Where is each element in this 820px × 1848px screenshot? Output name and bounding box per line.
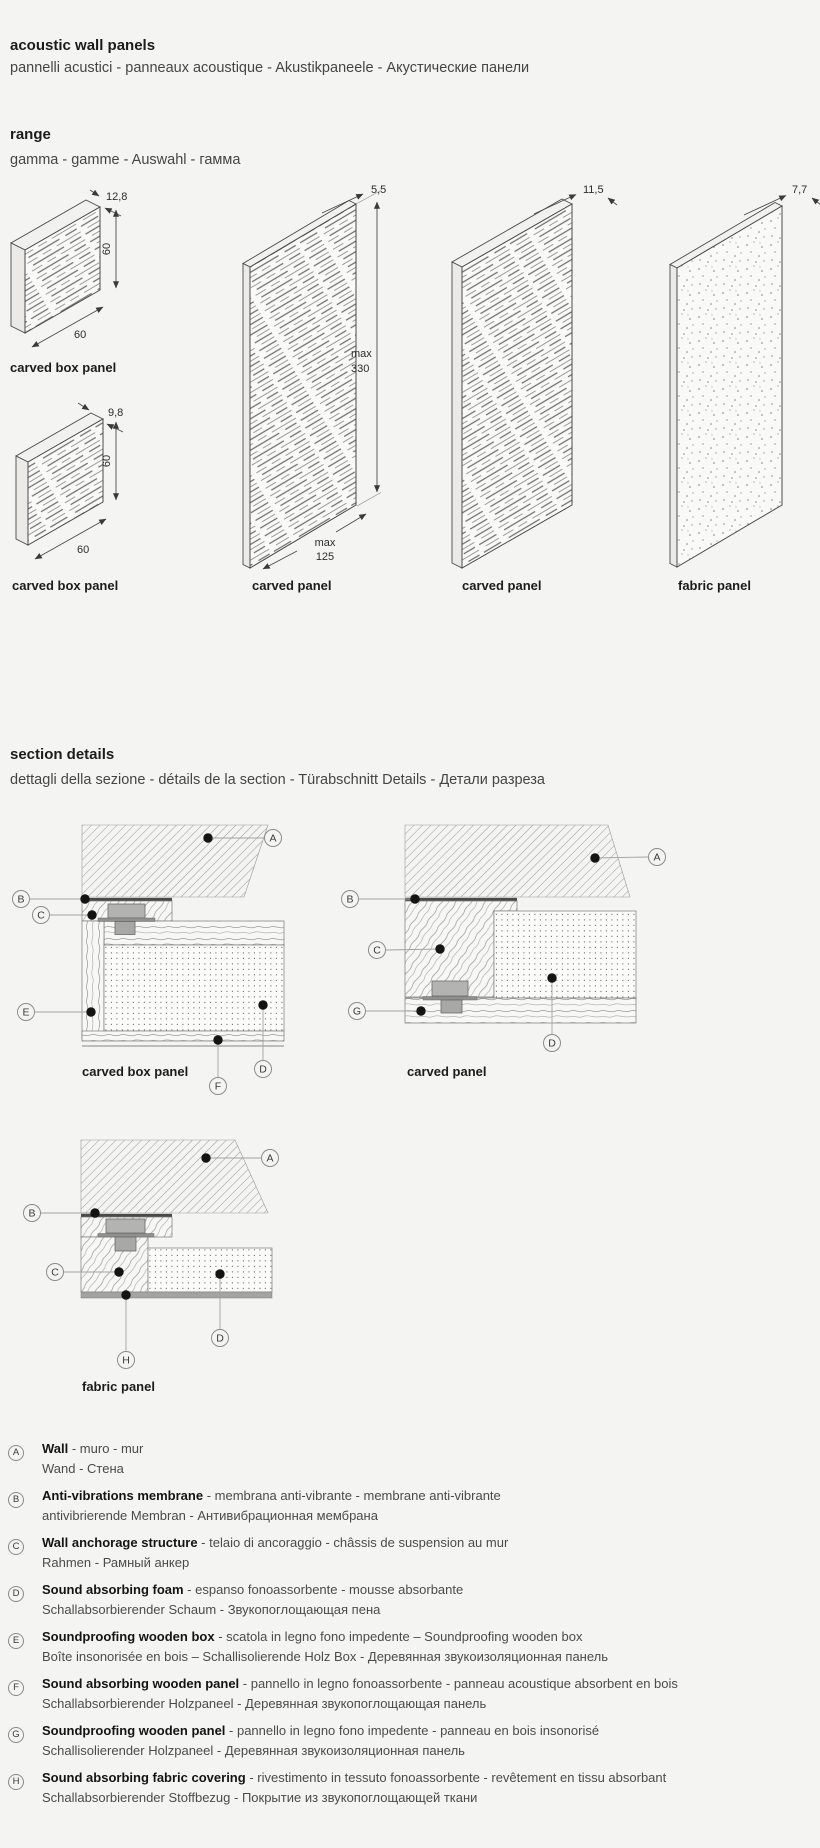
- legend-letter-badge: B: [8, 1492, 24, 1508]
- callout-letter: C: [37, 909, 45, 922]
- diagram-carved-box-panel: [13, 825, 285, 1095]
- legend-letter-badge: E: [8, 1633, 24, 1649]
- dim-height: 60: [101, 242, 113, 256]
- callout-letter: A: [269, 832, 277, 845]
- legend-row-absorbing-panel: [0, 1678, 820, 1724]
- legend-term: Wall: [42, 1441, 69, 1456]
- legend-row-fabric-covering: [0, 1772, 820, 1818]
- legend-term: Sound absorbing fabric covering: [42, 1770, 246, 1785]
- legend-row-anchorage: [0, 1537, 820, 1583]
- legend-row-wall: [0, 1443, 820, 1489]
- legend-term: Sound absorbing foam: [42, 1582, 184, 1597]
- callout-letter: A: [653, 851, 661, 864]
- dim-width: 60: [74, 329, 87, 341]
- foam-region: [104, 945, 284, 1031]
- panel-front-face: [250, 204, 356, 568]
- legend-term: Soundproofing wooden box: [42, 1629, 215, 1644]
- callout-b: [13, 891, 90, 908]
- range-label-carved-tall: carved panel: [252, 578, 332, 593]
- range-label-carved-2: carved panel: [462, 578, 542, 593]
- legend-line2: Schallabsorbierender Schaum - Звукопоглощающая пена: [42, 1602, 381, 1617]
- page-title: acoustic wall panels: [10, 37, 156, 54]
- anchorage-lower: [81, 1237, 148, 1292]
- legend-translations: - pannello in legno fonoassorbente - panneau acoustique absorbent en bois: [239, 1676, 678, 1691]
- dim-depth: 9,8: [108, 407, 124, 419]
- legend-line1: [42, 1580, 812, 1600]
- range-label-carved-box-1: carved box panel: [10, 360, 117, 375]
- diagram-label-fabric: fabric panel: [82, 1379, 155, 1394]
- legend-translations: - scatola in legno fono impedente – Soundproofing wooden box: [214, 1629, 583, 1644]
- callout-letter: H: [122, 1354, 130, 1367]
- callout-f: [210, 1035, 227, 1094]
- panel-carved-box-2: [16, 403, 123, 559]
- dim-depth: 7,7: [792, 184, 808, 196]
- range-drawing: [0, 0, 820, 620]
- legend-line2: Schallabsorbierender Holzpaneel - Деревянная звукопоглощающая панель: [42, 1696, 487, 1711]
- dim-width-max-word: max: [314, 537, 336, 549]
- legend-term: Sound absorbing wooden panel: [42, 1676, 240, 1691]
- legend-term: Anti-vibrations membrane: [42, 1488, 204, 1503]
- callout-letter: D: [216, 1332, 224, 1345]
- callout-letter: B: [346, 893, 354, 906]
- legend-letter-badge: D: [8, 1586, 24, 1602]
- legend-letter-badge: A: [8, 1445, 24, 1461]
- callout-letter: D: [548, 1037, 556, 1050]
- panel-carved-tall: [243, 184, 386, 569]
- section-details-drawing: [0, 810, 820, 1430]
- dim-depth: 5,5: [371, 184, 387, 196]
- panel-carved-box-1: [11, 190, 127, 347]
- wall-region: [81, 1140, 268, 1213]
- legend-term: Wall anchorage structure: [42, 1535, 198, 1550]
- legend-row-foam: [0, 1584, 820, 1630]
- page-subtitle: pannelli acustici - panneaux acoustique - Akustikpaneele - Акустические панели: [10, 60, 530, 76]
- legend-line1: [42, 1627, 812, 1647]
- dim-height-max-value: 330: [351, 363, 370, 375]
- legend-translations: - espanso fonoassorbente - mousse absorbante: [183, 1582, 464, 1597]
- legend-row-wooden-box: [0, 1631, 820, 1677]
- legend-letter-badge: H: [8, 1774, 24, 1790]
- diagram-fabric-panel: [24, 1140, 279, 1369]
- callout-letter: C: [51, 1266, 59, 1279]
- diagram-label-carved-box: carved box panel: [82, 1064, 189, 1079]
- dim-width: 60: [77, 544, 90, 556]
- legend: [0, 1443, 820, 1833]
- callout-letter: A: [266, 1152, 274, 1165]
- diagram-label-carved: carved panel: [407, 1064, 487, 1079]
- legend-line2: Rahmen - Рамный анкер: [42, 1555, 190, 1570]
- legend-translations: - pannello in legno fono impedente - panneau en bois insonorisé: [225, 1723, 600, 1738]
- legend-row-membrane: [0, 1490, 820, 1536]
- legend-line2: antivibrierende Membran - Антивибрационная мембрана: [42, 1508, 378, 1523]
- panel-front-face: [677, 206, 782, 567]
- legend-letter-badge: C: [8, 1539, 24, 1555]
- legend-letter-badge: F: [8, 1680, 24, 1696]
- callout-letter: G: [352, 1005, 362, 1018]
- legend-line1: [42, 1721, 812, 1741]
- range-title: range: [10, 126, 51, 143]
- legend-translations: - rivestimento in tessuto fonoassorbente - revêtement en tissu absorbant: [245, 1770, 667, 1785]
- wooden-box-side: [82, 921, 104, 1039]
- dim-height: 60: [101, 454, 113, 468]
- dim-width-max-value: 125: [315, 551, 335, 563]
- legend-line1: [42, 1674, 812, 1694]
- legend-letter-badge: G: [8, 1727, 24, 1743]
- callout-letter: B: [28, 1207, 36, 1220]
- diagram-carved-panel: [342, 825, 666, 1052]
- legend-term: Soundproofing wooden panel: [42, 1723, 226, 1738]
- legend-line2: Schallabsorbierender Stoffbezug - Покрытие из звукопоглощающей ткани: [42, 1790, 478, 1805]
- legend-line1: [42, 1768, 812, 1788]
- wall-region: [82, 825, 268, 897]
- section-details-title: section details: [10, 746, 115, 763]
- legend-translations: - membrana anti-vibrante - membrane anti-vibrante: [203, 1488, 501, 1503]
- range-subtitle: gamma - gamme - Auswahl - гамма: [10, 152, 241, 168]
- legend-line2: Wand - Стена: [42, 1461, 124, 1476]
- callout-letter: F: [214, 1080, 222, 1093]
- legend-row-soundproofing-panel: [0, 1725, 820, 1771]
- legend-translations: - telaio di ancoraggio - châssis de suspension au mur: [197, 1535, 509, 1550]
- fabric-covering-strip: [81, 1292, 272, 1298]
- callout-letter: C: [373, 944, 381, 957]
- legend-line1: [42, 1533, 812, 1553]
- legend-line2: Boîte insonorisée en bois – Schallisolierende Holz Box - Деревянная звукоизоляционная панель: [42, 1649, 609, 1664]
- range-label-carved-box-2: carved box panel: [12, 578, 119, 593]
- panel-fabric: [670, 184, 820, 567]
- foam-region: [494, 911, 636, 998]
- callout-letter: E: [22, 1006, 30, 1019]
- foam-region: [148, 1248, 272, 1292]
- callout-letter: B: [17, 893, 25, 906]
- section-details-subtitle: dettagli della sezione - détails de la section - Türabschnitt Details - Детали разреза: [10, 772, 545, 788]
- callout-letter: D: [259, 1063, 267, 1076]
- dim-depth: 11,5: [583, 184, 604, 196]
- soundproofing-wooden-panel: [405, 998, 636, 1023]
- dim-height-max-word: max: [351, 348, 372, 360]
- callout-h: [118, 1290, 135, 1368]
- legend-line1: [42, 1486, 812, 1506]
- absorbing-wooden-panel: [82, 1031, 284, 1041]
- legend-line2: Schallisolierender Holzpaneel - Деревянная звукоизоляционная панель: [42, 1743, 465, 1758]
- range-label-fabric: fabric panel: [678, 578, 751, 593]
- legend-line1: [42, 1439, 812, 1459]
- legend-translations: - muro - mur: [68, 1441, 144, 1456]
- dim-depth: 12,8: [106, 191, 128, 203]
- panel-carved-2: [452, 184, 617, 568]
- panel-front-face: [462, 204, 572, 568]
